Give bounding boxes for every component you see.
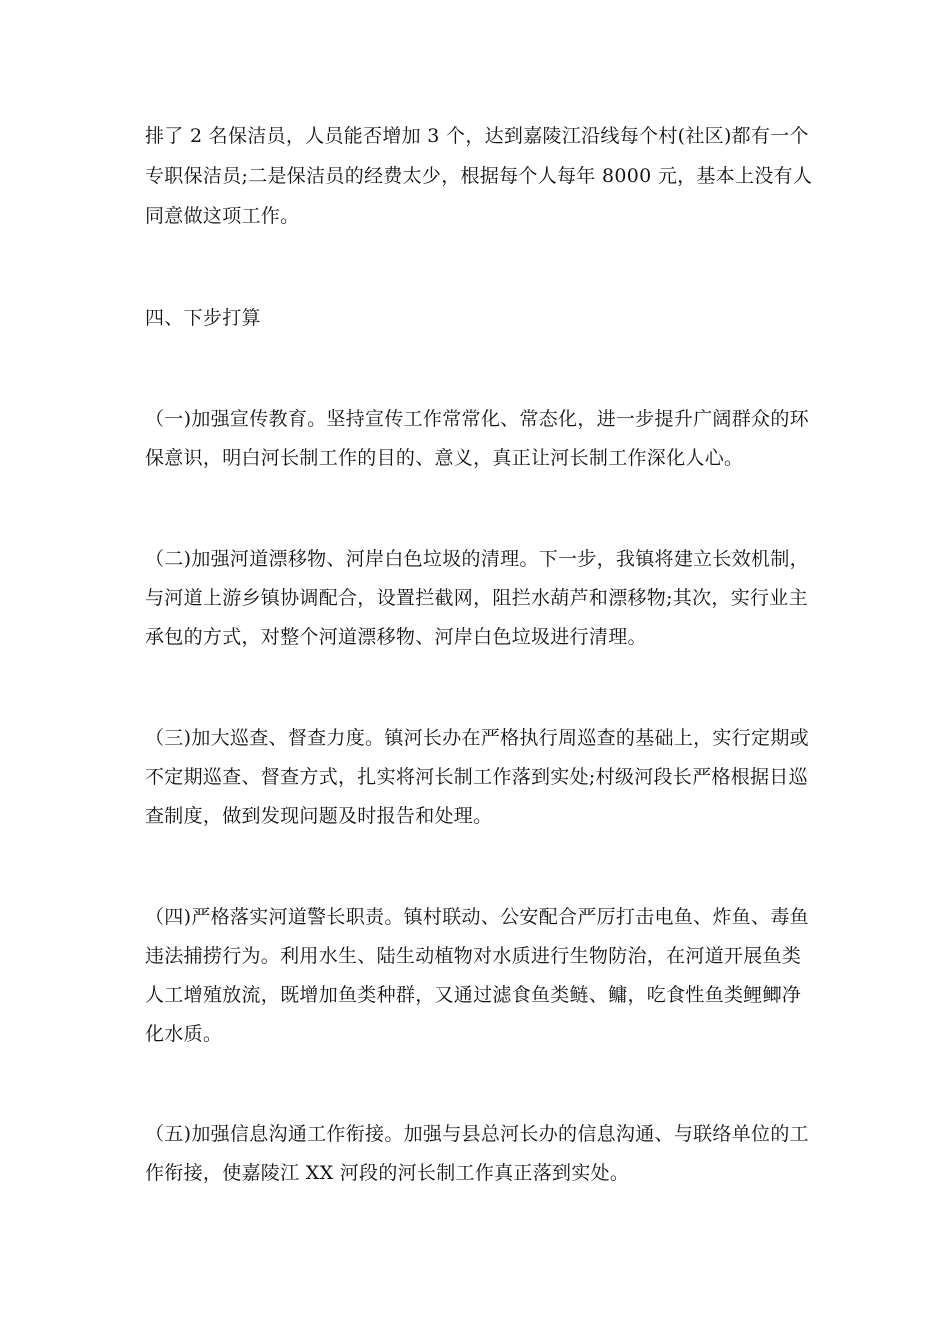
paragraph-1-line-3: 同意做这项工作。	[145, 205, 300, 227]
item-4-line-1: （四)严格落实河道警长职责。镇村联动、公安配合严厉打击电鱼、炸鱼、毒鱼	[145, 906, 809, 928]
section-heading: 四、下步打算	[145, 307, 261, 329]
paragraph-1-line-2: 专职保洁员;二是保洁员的经费太少，根据每个人每年 8000 元，基本上没有人	[145, 165, 813, 187]
item-2-line-2: 与河道上游乡镇协调配合，设置拦截网，阻拦水葫芦和漂移物;其次，实行业主	[145, 587, 808, 609]
item-4-line-2: 违法捕捞行为。利用水生、陆生动植物对水质进行生物防治，在河道开展鱼类	[145, 945, 802, 967]
item-1-line-2: 保意识，明白河长制工作的目的、意义，真正让河长制工作深化人心。	[145, 447, 744, 469]
paragraph-1-line-1: 排了 2 名保洁员，人员能否增加 3 个，达到嘉陵江沿线每个村(社区)都有一个	[145, 125, 809, 147]
item-4-line-3: 人工增殖放流，既增加鱼类种群，又通过滤食鱼类鲢、鳙，吃食性鱼类鲤鲫净	[145, 984, 802, 1006]
item-3-line-2: 不定期巡查、督查方式，扎实将河长制工作落到实处;村级河段长严格根据日巡	[145, 766, 808, 788]
item-3-line-1: （三)加大巡查、督查力度。镇河长办在严格执行周巡查的基础上，实行定期或	[145, 727, 809, 749]
item-5-line-2: 作衔接，使嘉陵江 XX 河段的河长制工作真正落到实处。	[145, 1162, 630, 1184]
item-1-line-1: （一)加强宣传教育。坚持宣传工作常常化、常态化，进一步提升广阔群众的环	[145, 408, 809, 430]
item-5-line-1: （五)加强信息沟通工作衔接。加强与县总河长办的信息沟通、与联络单位的工	[145, 1123, 809, 1145]
item-2-line-3: 承包的方式，对整个河道漂移物、河岸白色垃圾进行清理。	[145, 626, 647, 648]
item-3-line-3: 查制度，做到发现问题及时报告和处理。	[145, 805, 493, 827]
item-4-line-4: 化水质。	[145, 1023, 223, 1045]
item-2-line-1: （二)加强河道漂移物、河岸白色垃圾的清理。下一步，我镇将建立长效机制，	[145, 548, 809, 570]
